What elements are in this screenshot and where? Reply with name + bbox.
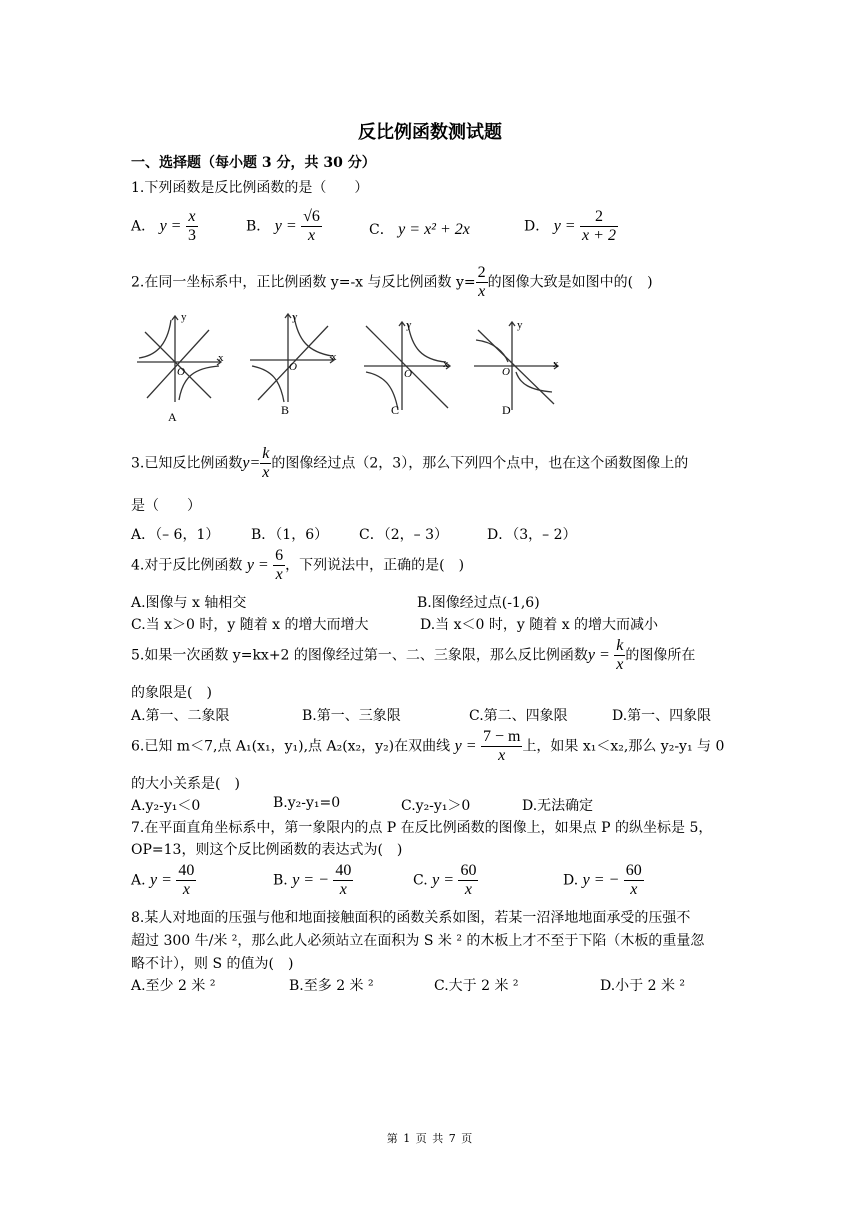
q7-stem-line2: OP=13，则这个反比例函数的表达式为( ) <box>131 842 403 858</box>
graph-label-a: A <box>168 410 177 424</box>
q7-option-b: B. y = − $\frac{40}{x}$ <box>273 862 352 898</box>
q5-option-a: A.第一、二象限 <box>131 708 230 724</box>
q1-option-a <box>131 208 198 245</box>
page-title: 反比例函数测试题 <box>358 122 502 143</box>
q8-stem-line1: 8.某人对地面的压强与他和地面接触面积的函数关系如图，若某一沼泽地地面承受的压强不 <box>131 910 691 926</box>
math-lhs: y = <box>553 217 576 235</box>
q7-option-d: D. y = − $\frac{60}{x}$ <box>563 862 642 898</box>
q3-option-a: A．（– 6，1） <box>131 527 220 543</box>
q1-stem: 1.下列函数是反比例函数的是（ ） <box>131 180 369 196</box>
q6-stem: 6.已知 m＜7,点 A₁(x₁，y₁),点 A₂(x₂，y₂)在双曲线 y = $\frac{7 - m}{x}$ 上，如果 x₁＜x₂,那么 y₂-y₁ 与 0 <box>131 728 725 764</box>
fraction: $\frac{2}{x + 2}$ <box>582 208 616 244</box>
origin-label: O <box>502 366 510 378</box>
axis-y-label: y <box>406 319 412 331</box>
q5-stem: 5.如果一次函数 y=kx+2 的图像经过第一、二、三象限，那么反比例函数y = $\frac{k}{x}$ 的图像所在 <box>131 637 696 673</box>
origin-label: O <box>404 368 412 380</box>
option-label: D． <box>524 218 550 235</box>
math-expr: y = x² + 2x <box>398 221 470 238</box>
q7-stem-line1: 7.在平面直角坐标系中，第一象限内的点 P 在反比例函数的图像上，如果点 P 的纵坐标是 5， <box>131 820 713 836</box>
fraction: $\frac{k}{x}$ <box>262 445 270 481</box>
q6-option-b: B.y₂-y₁=0 <box>273 795 341 811</box>
q8-stem-line3: 略不计），则 S 的值为( ) <box>131 956 294 972</box>
q8-option-b: B.至多 2 米 ² <box>289 978 374 994</box>
origin-label: O <box>289 361 297 373</box>
option-label: B． <box>246 218 271 235</box>
axis-x-label: x <box>443 358 449 370</box>
q8-option-a: A.至少 2 米 ² <box>131 978 216 994</box>
q8-option-d: D.小于 2 米 ² <box>600 978 686 994</box>
q3-option-d: D．（3，– 2） <box>487 527 577 543</box>
axis-y-label: y <box>181 311 187 323</box>
section-heading: 一、选择题（每小题 3 分，共 30 分） <box>131 155 376 171</box>
fraction: $\frac{7 - m}{x}$ <box>482 728 521 764</box>
graph-label-b: B <box>281 403 290 417</box>
q4-option-a: A.图像与 x 轴相交 <box>131 595 247 611</box>
q5-option-b: B.第一、三象限 <box>302 708 401 724</box>
fraction: $\frac{x}{3}$ <box>187 208 196 244</box>
q4-stem: 4.对于反比例函数 y = $\frac{6}{x}$ ，下列说法中，正确的是( ) <box>131 547 465 583</box>
q5-option-c: C.第二、四象限 <box>469 708 568 724</box>
q6-option-d: D.无法确定 <box>522 798 594 814</box>
q6-option-a: A.y₂-y₁＜0 <box>131 798 201 814</box>
q3-option-b: B．（1，6） <box>251 527 329 543</box>
fraction: $\frac{6}{x}$ <box>275 547 284 583</box>
axis-y-label: y <box>292 311 298 323</box>
q5-option-d: D.第一、四象限 <box>612 708 712 724</box>
axis-x-label: x <box>218 352 224 364</box>
q4-option-b: B.图像经过点(-1,6) <box>417 595 540 611</box>
q2-stem: 2.在同一坐标系中，正比例函数 y=-x 与反比例函数 y= $\frac{2}{x}$ 的图像大致是如图中的( ) <box>131 264 653 300</box>
math-lhs: y = <box>274 217 297 235</box>
q3-option-c: C．（2，– 3） <box>359 527 448 543</box>
origin-label: O <box>177 366 185 378</box>
q7-option-c: C. y = $\frac{60}{x}$ <box>413 862 477 898</box>
q6-stem-cont: 的大小关系是( ) <box>131 776 240 792</box>
fraction: $\frac{2}{x}$ <box>477 264 486 300</box>
q3-stem-cont: 是（ ） <box>131 498 201 514</box>
axis-x-label: x <box>553 358 559 370</box>
page-footer: 第 1 页 共 7 页 <box>386 1132 474 1145</box>
option-label: C． <box>369 222 394 238</box>
q6-option-c: C.y₂-y₁＞0 <box>401 798 471 814</box>
q4-option-d: D.当 x＜0 时，y 随着 x 的增大而减小 <box>420 617 659 633</box>
q7-option-a: A. y = $\frac{40}{x}$ <box>131 862 195 898</box>
q8-stem-line2: 超过 300 牛/米 ²，那么此人必须站立在面积为 S 米 ² 的木板上才不至于下陷（木板的重量忽 <box>131 933 705 949</box>
axis-y-label: y <box>517 319 523 331</box>
axis-x-label: x <box>331 351 337 363</box>
graph-label-d: D <box>502 403 511 417</box>
math-lhs: y = <box>159 217 182 235</box>
option-label: A． <box>131 218 156 235</box>
q4-option-c: C.当 x＞0 时，y 随着 x 的增大而增大 <box>131 617 369 633</box>
q1-option-d <box>524 208 618 245</box>
fraction: $\frac{k}{x}$ <box>616 637 624 673</box>
fraction: $\frac{√6}{x}$ <box>303 208 320 244</box>
graph-label-c: C <box>391 403 400 417</box>
q3-stem: 3.已知反比例函数y= $\frac{k}{x}$ 的图像经过点（2，3），那么下列四个点中，也在这个函数图像上的 <box>131 445 689 481</box>
q1-option-c <box>369 219 470 239</box>
q8-option-c: C.大于 2 米 ² <box>434 978 519 994</box>
q5-stem-cont: 的象限是( ) <box>131 685 212 701</box>
q1-option-b <box>246 208 322 245</box>
